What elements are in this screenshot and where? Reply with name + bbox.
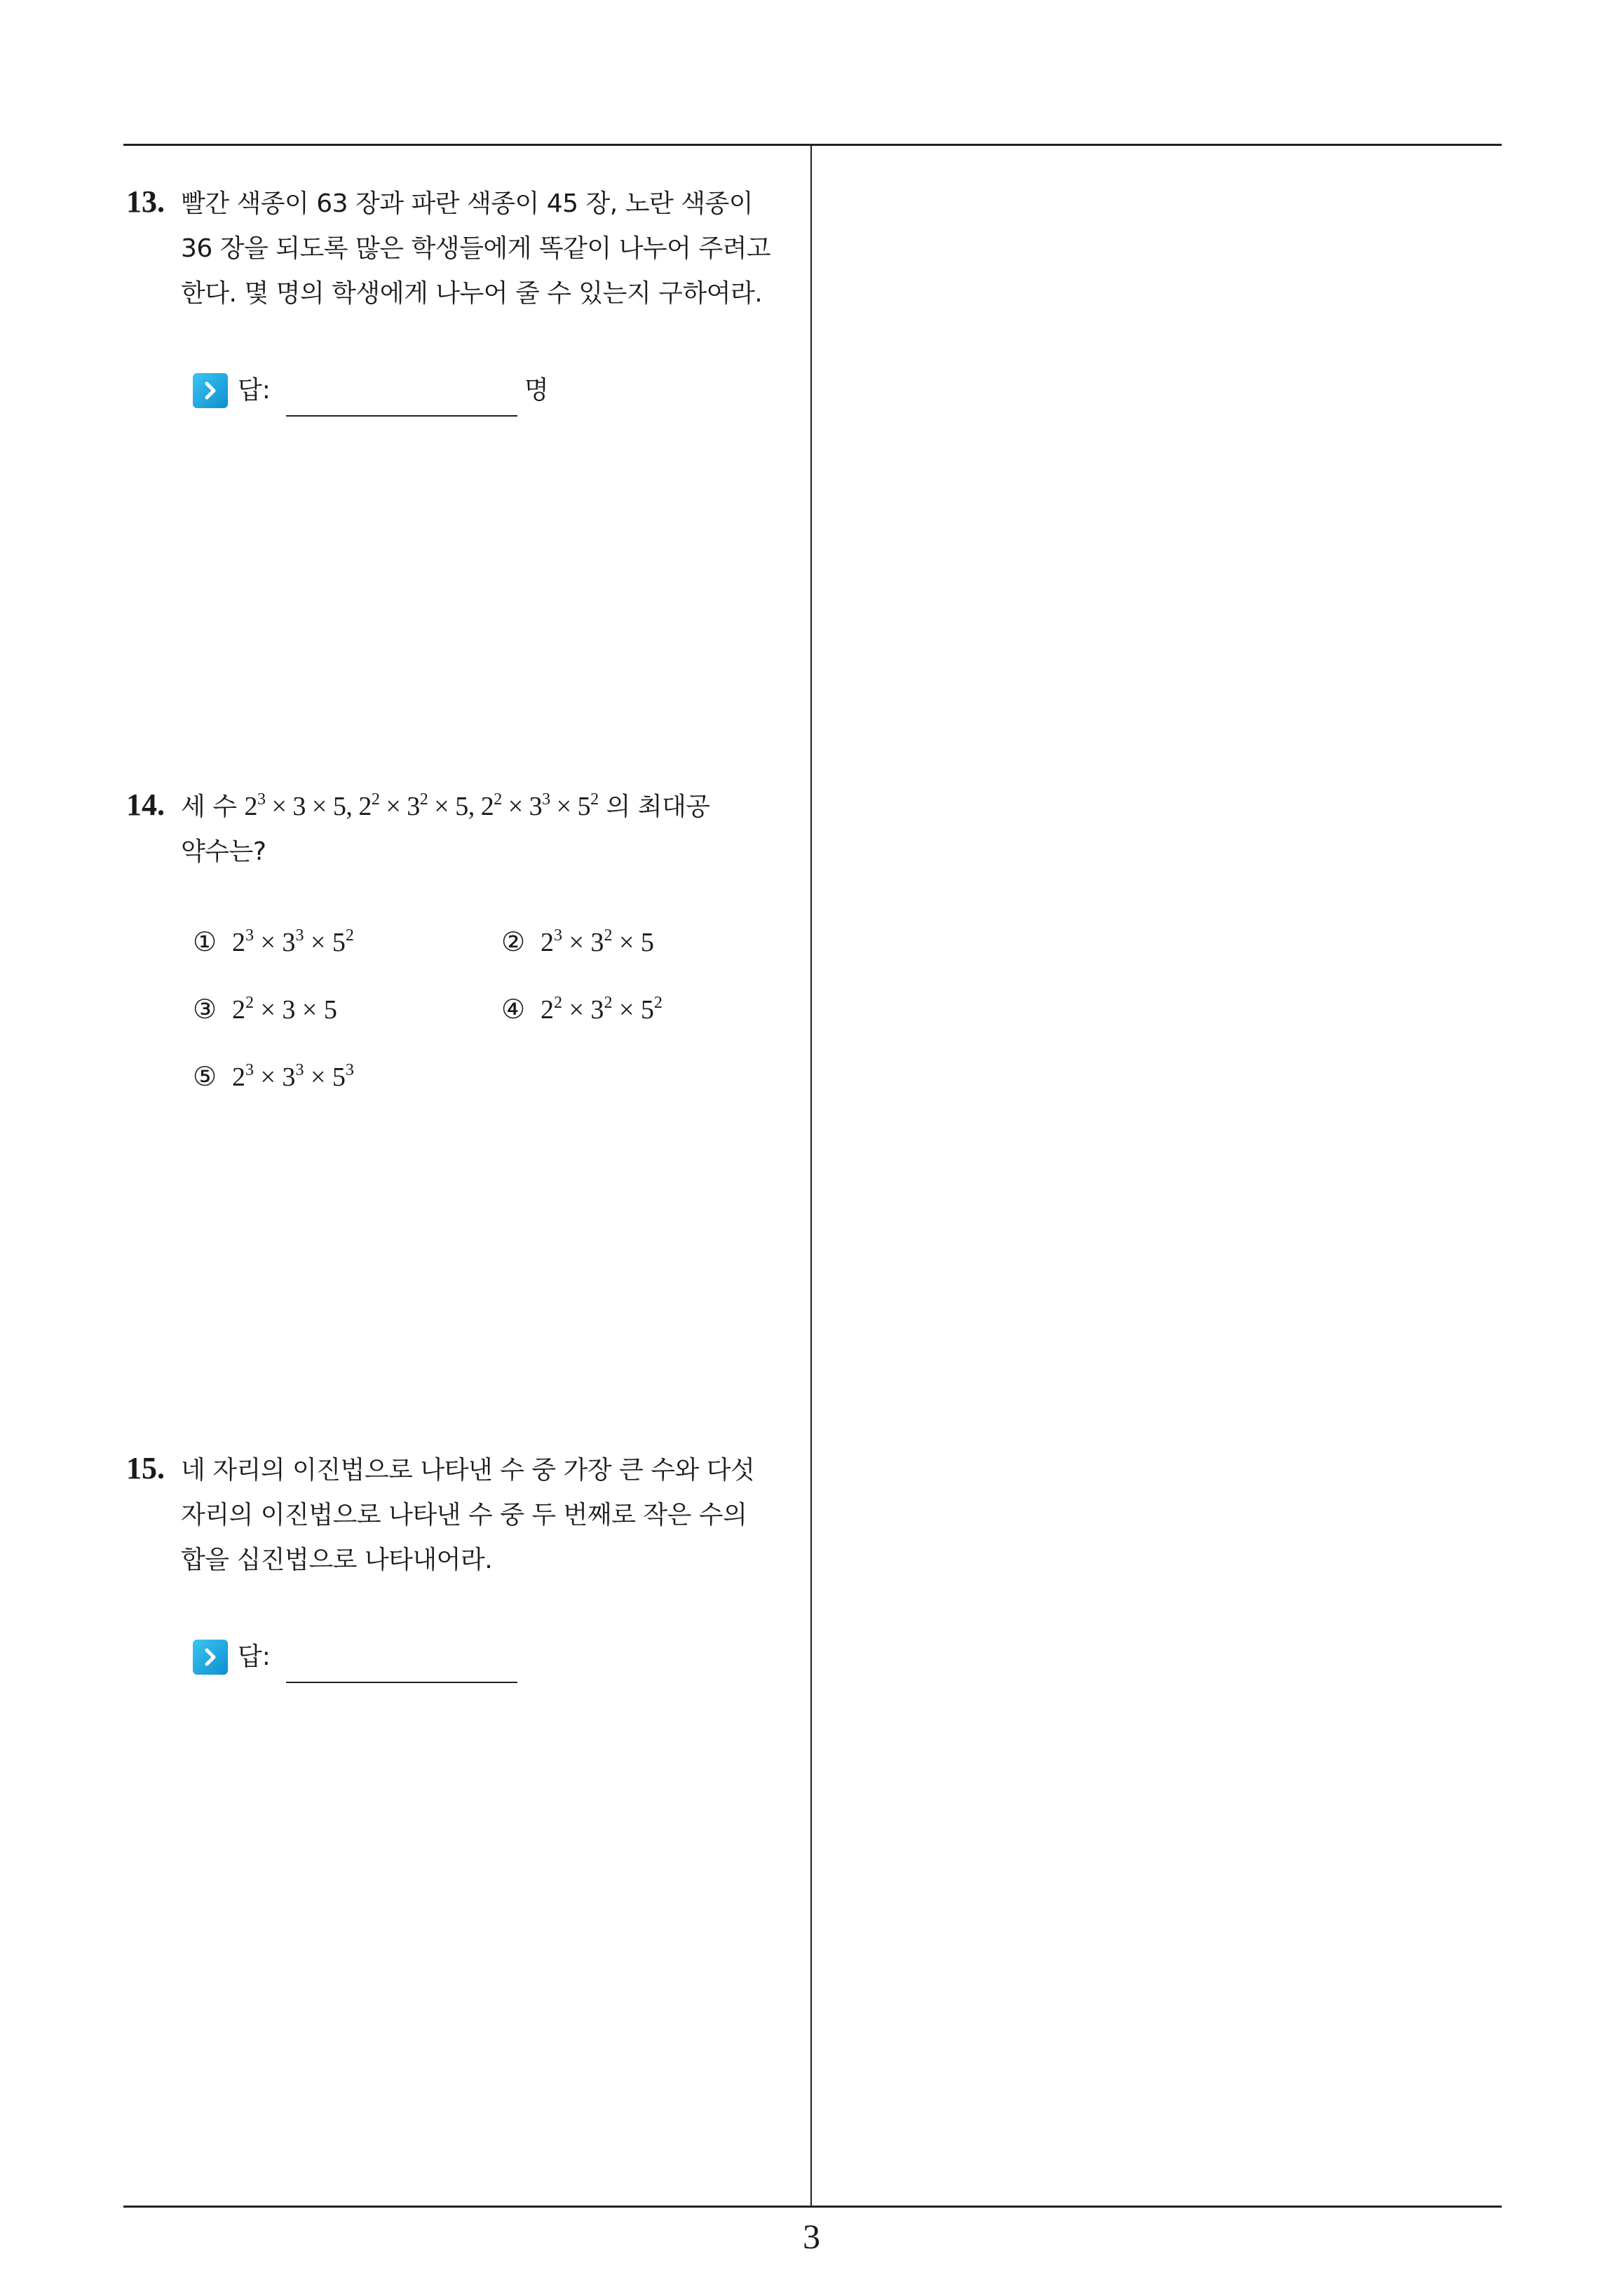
question-13 bbox=[126, 184, 799, 405]
choice-mark: ② bbox=[501, 928, 526, 957]
question-text-prefix: 세 수 bbox=[181, 792, 237, 821]
answer-row bbox=[193, 373, 549, 417]
top-rule bbox=[123, 144, 1502, 146]
choice-expression: $2^2 \times 3 \times 5$ bbox=[232, 994, 337, 1025]
question-text bbox=[181, 1448, 754, 1583]
question-line: 빨간 색종이 63 장과 파란 색종이 45 장, 노란 색종이 bbox=[181, 189, 754, 218]
choice-3[interactable] bbox=[193, 994, 337, 1025]
choice-expression: $2^3 \times 3^2 \times 5$ bbox=[541, 926, 654, 957]
question-line: 약수는? bbox=[181, 837, 266, 866]
question-number: 13. bbox=[126, 184, 165, 219]
question-line: 네 자리의 이진법으로 나타낸 수 중 가장 큰 수와 다섯 bbox=[181, 1456, 755, 1485]
choice-4[interactable] bbox=[501, 994, 663, 1025]
question-text bbox=[181, 182, 770, 316]
answer-blank[interactable] bbox=[286, 1682, 517, 1683]
question-line: 자리의 이진법으로 나타낸 수 중 두 번째로 작은 수의 bbox=[181, 1501, 747, 1529]
choice-1[interactable] bbox=[193, 927, 354, 958]
column-divider bbox=[810, 144, 812, 2207]
question-number: 15. bbox=[126, 1451, 165, 1485]
question-15 bbox=[126, 1450, 799, 1671]
answer-label: 답: bbox=[238, 376, 271, 405]
choice-expression: $2^2 \times 3^2 \times 5^2$ bbox=[541, 994, 663, 1025]
answer-row bbox=[193, 1640, 517, 1683]
answer-unit: 명 bbox=[524, 376, 549, 405]
answer-label: 답: bbox=[238, 1642, 271, 1671]
choice-mark: ⑤ bbox=[193, 1062, 217, 1092]
math-expression: $2^3 \times 3 \times 5$, $2^2 \times 3^2 \times 5$, $2^2 \times 3^3 \times 5^2$ bbox=[244, 790, 599, 821]
question-line: 한다. 몇 명의 학생에게 나누어 줄 수 있는지 구하여라. bbox=[181, 279, 763, 308]
chevron-right-icon bbox=[193, 1640, 228, 1675]
page-number: 3 bbox=[803, 2217, 820, 2256]
question-text-suffix: 의 최대공 bbox=[606, 792, 710, 821]
answer-blank[interactable] bbox=[286, 415, 517, 417]
question-line: 합을 십진법으로 나타내어라. bbox=[181, 1546, 493, 1574]
chevron-right-icon bbox=[193, 373, 228, 408]
choice-mark: ① bbox=[193, 928, 217, 957]
question-14 bbox=[126, 787, 799, 1092]
choice-2[interactable] bbox=[501, 927, 654, 958]
question-line: 36 장을 되도록 많은 학생들에게 똑같이 나누어 주려고 bbox=[181, 234, 771, 263]
choice-mark: ④ bbox=[501, 995, 526, 1025]
choice-expression: $2^3 \times 3^3 \times 5^2$ bbox=[232, 926, 354, 957]
choice-mark: ③ bbox=[193, 995, 217, 1025]
question-line bbox=[181, 784, 710, 830]
choice-expression: $2^3 \times 3^3 \times 5^3$ bbox=[232, 1061, 354, 1092]
choice-5[interactable] bbox=[193, 1062, 354, 1093]
question-text bbox=[181, 784, 710, 874]
question-number: 14. bbox=[126, 788, 165, 822]
bottom-rule bbox=[123, 2206, 1502, 2208]
